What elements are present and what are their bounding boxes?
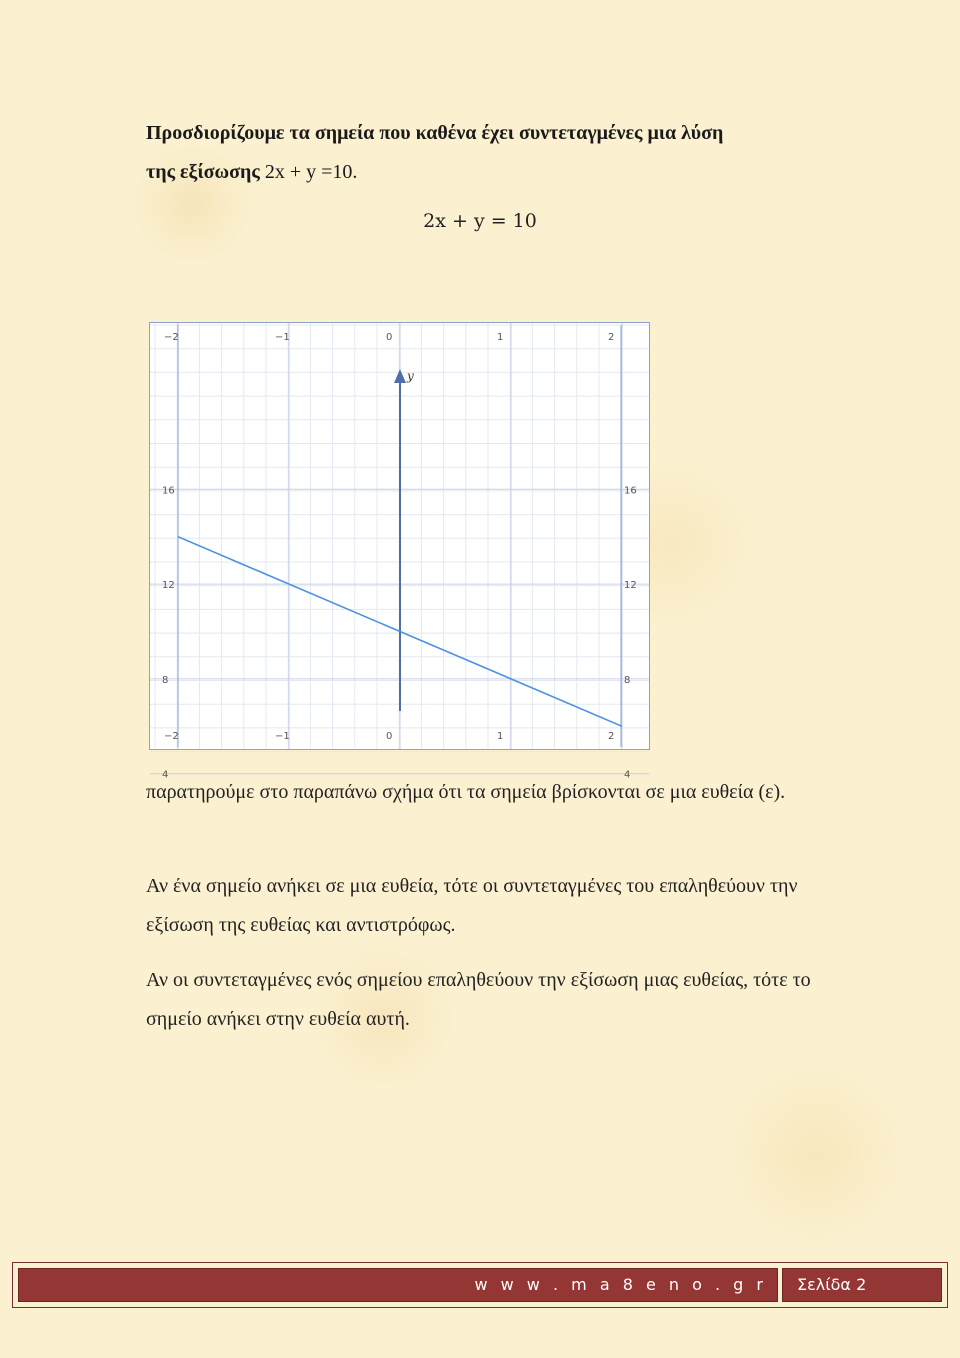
footer-site-link[interactable]: w w w . m a 8 e n o . g r [474, 1275, 767, 1294]
y-tick-label-right: 8 [624, 674, 631, 686]
line-chart [150, 323, 649, 781]
heading-equation: 2x + y =10. [264, 161, 358, 183]
x-tick-label-top: 0 [386, 332, 393, 343]
heading-line-1: Προσδιορίζουμε τα σημεία που καθένα έχει συντεταγμένες μια λύση [146, 122, 724, 144]
heading [146, 114, 846, 192]
footer-page-number: Σελίδα 2 [797, 1275, 867, 1294]
x-tick-label-bottom: −2 [164, 731, 179, 742]
footer-site-box [18, 1268, 778, 1302]
paragraph-converse: Αν οι συντεταγμένες ενός σημείου επαληθεύουν την εξίσωση μιας ευθείας, τότε το σημείο ανήκει στην ευθεία αυτή. [146, 969, 811, 1030]
x-tick-label-top: −2 [164, 332, 179, 343]
y-tick-label-left: 16 [162, 485, 175, 497]
footer-page-box [782, 1268, 942, 1302]
x-tick-label-top: 1 [497, 332, 504, 343]
y-tick-label-right: 4 [624, 769, 631, 781]
y-tick-label-right: 16 [624, 485, 637, 497]
x-tick-label-top: −1 [275, 332, 290, 343]
y-axis-label: y [407, 369, 414, 383]
heading-line-2 [146, 153, 846, 192]
graph-figure [149, 322, 650, 781]
paragraph-point-on-line: Αν ένα σημείο ανήκει σε μια ευθεία, τότε οι συντεταγμένες του επαληθεύουν την εξίσωση της ευθείας και αντιστρόφως. [146, 875, 798, 936]
x-tick-label-top: 2 [608, 332, 615, 343]
y-tick-label-left: 8 [162, 674, 169, 686]
heading-line-2-prefix: της εξίσωσης [146, 161, 260, 183]
x-tick-label-bottom: 2 [608, 731, 615, 742]
equation-caption: 2x + y = 10 [423, 210, 537, 232]
y-tick-label-left: 12 [162, 580, 175, 592]
y-axis-arrow-icon [394, 369, 406, 383]
y-tick-label-right: 12 [624, 580, 637, 592]
x-tick-label-bottom: 1 [497, 731, 504, 742]
paragraph-observation: παρατηρούμε στο παραπάνω σχήμα ότι τα σημεία βρίσκονται σε μια ευθεία (ε). [146, 781, 786, 803]
x-tick-label-bottom: −1 [275, 731, 290, 742]
y-tick-label-left: 4 [162, 769, 169, 781]
x-tick-label-bottom: 0 [386, 731, 393, 742]
page-footer [12, 1262, 948, 1308]
